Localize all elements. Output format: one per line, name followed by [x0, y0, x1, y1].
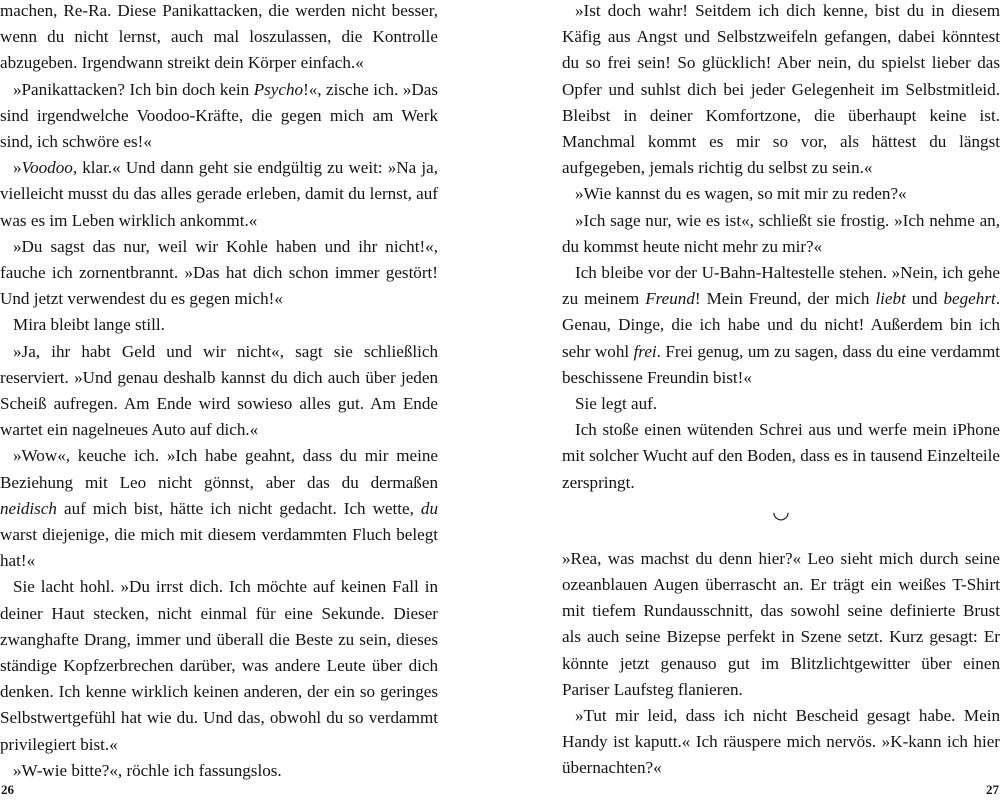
paragraph: »Tut mir leid, dass ich nicht Bescheid gesagt habe. Mein Handy ist kaputt.« Ich räuspere mich nervös. »K-kann ich hier übernachten?« — [562, 706, 1000, 778]
section-break-glyph: ◡ — [772, 500, 790, 523]
paragraph: »Panikattacken? Ich bin doch kein Psycho!«, zische ich. »Das sind irgendwelche Voodoo-Kräfte, die gegen mich am Werk sind, ich schwöre es!« — [0, 79, 438, 152]
paragraph: Ich bleibe vor der U-Bahn-Haltestelle stehen. »Nein, ich gehe zu meinem Freund! Mein Freund, der mich liebt und begehrt. Genau, Dinge, die ich habe und du nicht! Außerdem bin ich sehr wohl frei. Frei genug, um zu sagen, dass du eine verdammt beschissene Freundin bist!« — [562, 263, 1000, 387]
right-page — [562, 0, 1000, 800]
paragraph: »Ist doch wahr! Seitdem ich dich kenne, bist du in diesem Käfig aus Angst und Selbstzweifeln gefangen, dabei könntest du so frei sein! So glücklich! Aber nein, du spielst lieber das Opfer und suhlst dich bei jeder Gelegenheit im Selbstmitleid. Bleibst in deiner Komfortzone, die überhaupt keine ist. Manchmal kommt es mir so vor, als hättest du längst aufgegeben, jemals richtig du selbst zu sein.« — [562, 1, 1000, 178]
paragraph: machen, Re-Ra. Diese Panikattacken, die werden nicht besser, wenn du nicht lernst, auch mal loszulassen, die Kontrolle abzugeben. Irgendwann streikt dein Körper einfach.« — [0, 1, 438, 73]
paragraph: »Wie kannst du es wagen, so mit mir zu reden?« — [575, 184, 907, 204]
section-break-ornament — [562, 500, 1000, 530]
right-page-text-after-break — [562, 546, 1000, 782]
paragraph: »W-wie bitte?«, röchle ich fassungslos. — [13, 760, 282, 780]
paragraph: »Wow«, keuche ich. »Ich habe geahnt, dass du mir meine Beziehung mit Leo nicht gönnst, aber das du dermaßen neidisch auf mich bist, hätte ich nicht gedacht. Ich wette, du warst diejenige, die mich mit diesem verdammten Fluch belegt hat!« — [0, 446, 438, 571]
paragraph: »Rea, was machst du denn hier?« Leo sieht mich durch seine ozeanblauen Augen überrascht an. Er trägt ein weißes T-Shirt mit tiefem Rundausschnitt, das sowohl seine definierte Brust als auch seine Bizepse perfekt in Szene setzt. Kurz gesagt: Er könnte jetzt genauso gut im Blitzlichtgewitter über einen Pariser Laufsteg flanieren. — [562, 548, 1000, 699]
paragraph: Sie legt auf. — [575, 394, 658, 414]
left-page — [0, 0, 438, 800]
paragraph: Sie lacht hohl. »Du irrst dich. Ich möchte auf keinen Fall in deiner Haut stecken, nicht einmal für eine Sekunde. Dieser zwanghafte Drang, immer und überall die Beste zu sein, dieses ständige Kopfzerbrechen darüber, was andere Leute über dich denken. Ich kenne wirklich keinen anderen, der ein so geringes Selbstwertgefühl hat wie du. Und das, obwohl du so verdammt privilegiert bist.« — [0, 577, 438, 754]
paragraph: »Du sagst das nur, weil wir Kohle haben und ihr nicht!«, fauche ich zornentbrannt. »Das hat dich schon immer gestört! Und jetzt verwendest du es gegen mich!« — [0, 236, 438, 309]
page-number: 27 — [986, 782, 999, 797]
paragraph: Ich stoße einen wütenden Schrei aus und werfe mein iPhone mit solcher Wucht auf den Boden, dass es in tausend Einzelteile zerspringt. — [562, 420, 1000, 492]
left-page-text — [0, 0, 438, 784]
paragraph: »Ich sage nur, wie es ist«, schließt sie frostig. »Ich nehme an, du kommst heute nicht mehr zu mir?« — [562, 210, 1000, 256]
paragraph: Mira bleibt lange still. — [13, 315, 165, 335]
paragraph: »Ja, ihr habt Geld und wir nicht«, sagt sie schließlich reserviert. »Und genau deshalb kannst du dich auch über jeden Scheiß aufregen. Am Ende wird sowieso alles gut. Am Ende wartet ein nagelneues Auto auf dich.« — [0, 341, 438, 440]
paragraph: »Voodoo, klar.« Und dann geht sie endgültig zu weit: »Na ja, vielleicht musst du das alles gerade erleben, damit du lernst, auf was es im Leben wirklich ankommt.« — [0, 158, 438, 230]
page-number: 26 — [1, 782, 14, 797]
right-page-text-before-break — [562, 0, 1000, 496]
